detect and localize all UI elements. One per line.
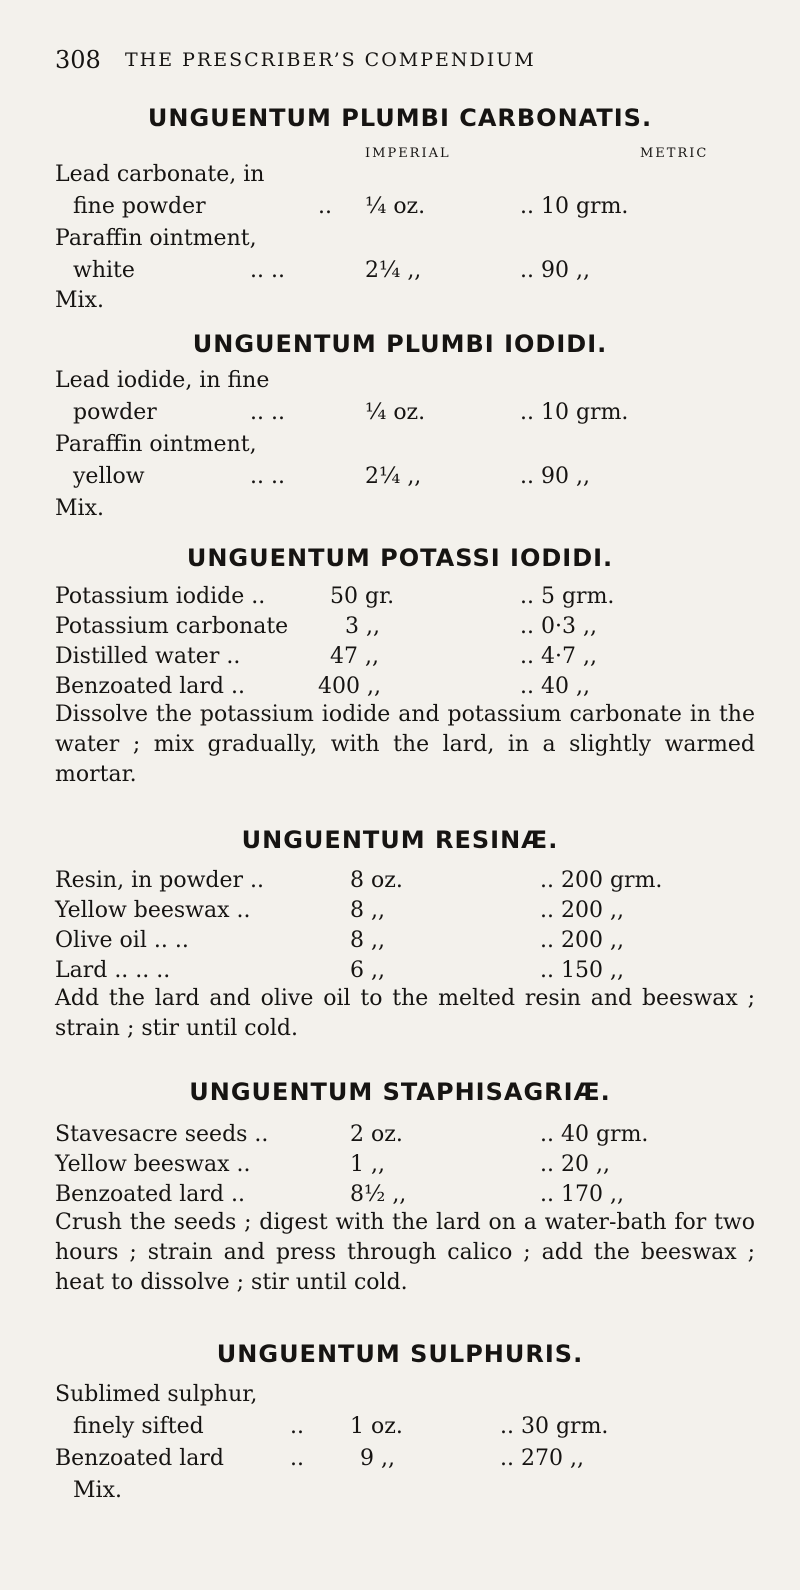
leader-dots: .. bbox=[290, 1414, 304, 1439]
section-title: UNGUENTUM STAPHISAGRIÆ. bbox=[189, 1078, 611, 1106]
metric-amount: .. 10 grm. bbox=[520, 400, 629, 425]
metric-amount: .. 20 ,, bbox=[540, 1152, 610, 1177]
imperial-amount: 2 oz. bbox=[350, 1122, 403, 1147]
leader-dots: .. .. bbox=[250, 464, 285, 489]
ingredient-name: Paraffin ointment, bbox=[55, 226, 257, 251]
leader-dots: .. bbox=[290, 1446, 304, 1471]
imperial-amount: ¼ oz. bbox=[365, 400, 426, 425]
metric-amount: .. 90 ,, bbox=[520, 464, 590, 489]
metric-amount: .. 4·7 ,, bbox=[520, 644, 597, 669]
ingredient-name: Benzoated lard bbox=[55, 1446, 224, 1471]
column-header-metric: METRIC bbox=[640, 146, 709, 161]
mix-instruction: Mix. bbox=[73, 1478, 122, 1503]
ingredient-name: Distilled water .. bbox=[55, 644, 241, 669]
metric-amount: .. 90 ,, bbox=[520, 258, 590, 283]
ingredient-name: powder bbox=[73, 400, 157, 425]
imperial-amount: 1 oz. bbox=[350, 1414, 403, 1439]
ingredient-name: Potassium carbonate bbox=[55, 614, 289, 639]
imperial-amount: 50 gr. bbox=[330, 584, 395, 609]
ingredient-name: Yellow beeswax .. bbox=[55, 898, 251, 923]
metric-amount: .. 40 ,, bbox=[520, 674, 590, 699]
metric-amount: .. 170 ,, bbox=[540, 1182, 624, 1207]
leader-dots: .. .. bbox=[250, 258, 285, 283]
metric-amount: .. 200 grm. bbox=[540, 868, 663, 893]
ingredient-name: Sublimed sulphur, bbox=[55, 1382, 258, 1407]
imperial-amount: 2¼ ,, bbox=[365, 258, 422, 283]
ingredient-name: Lead iodide, in fine bbox=[55, 368, 270, 393]
imperial-amount: 47 ,, bbox=[330, 644, 379, 669]
metric-amount: .. 0·3 ,, bbox=[520, 614, 597, 639]
section-title: UNGUENTUM SULPHURIS. bbox=[216, 1340, 584, 1368]
metric-amount: .. 40 grm. bbox=[540, 1122, 649, 1147]
ingredient-name: Benzoated lard .. bbox=[55, 674, 245, 699]
ingredient-name: Lead carbonate, in bbox=[55, 162, 265, 187]
ingredient-name: finely sifted bbox=[73, 1414, 204, 1439]
metric-amount: .. 200 ,, bbox=[540, 928, 624, 953]
ingredient-name: Benzoated lard .. bbox=[55, 1182, 245, 1207]
imperial-amount: 3 ,, bbox=[345, 614, 380, 639]
mix-instruction: Mix. bbox=[55, 496, 104, 521]
imperial-amount: 400 ,, bbox=[318, 674, 381, 699]
imperial-amount: 1 ,, bbox=[350, 1152, 385, 1177]
ingredient-name: Resin, in powder .. bbox=[55, 868, 265, 893]
running-head bbox=[55, 46, 755, 80]
imperial-amount: 8 ,, bbox=[350, 928, 385, 953]
imperial-amount: 8 oz. bbox=[350, 868, 403, 893]
metric-amount: .. 10 grm. bbox=[520, 194, 629, 219]
imperial-amount: 8 ,, bbox=[350, 898, 385, 923]
mix-instruction: Mix. bbox=[55, 288, 104, 313]
metric-amount: .. 150 ,, bbox=[540, 958, 624, 983]
metric-amount: .. 270 ,, bbox=[500, 1446, 584, 1471]
ingredient-name: fine powder bbox=[73, 194, 206, 219]
section-title: UNGUENTUM RESINÆ. bbox=[241, 826, 559, 854]
ingredient-name: Stavesacre seeds .. bbox=[55, 1122, 269, 1147]
ingredient-name: Paraffin ointment, bbox=[55, 432, 257, 457]
imperial-amount: 2¼ ,, bbox=[365, 464, 422, 489]
ingredient-name: yellow bbox=[73, 464, 145, 489]
section-title: UNGUENTUM PLUMBI CARBONATIS. bbox=[147, 104, 653, 132]
preparation-note: Crush the seeds ; digest with the lard on a water-bath for two hours ; strain and press through calico ; add the beeswax ; heat to dissolve ; stir until cold. bbox=[55, 1210, 755, 1295]
imperial-amount: 9 ,, bbox=[360, 1446, 395, 1471]
leader-dots: .. .. bbox=[250, 400, 285, 425]
section-title: UNGUENTUM POTASSI IODIDI. bbox=[186, 544, 614, 572]
imperial-amount: 8½ ,, bbox=[350, 1182, 407, 1207]
leader-dots: .. bbox=[318, 194, 332, 219]
metric-amount: .. 30 grm. bbox=[500, 1414, 609, 1439]
section-title: UNGUENTUM PLUMBI IODIDI. bbox=[192, 330, 608, 358]
column-header-imperial: IMPERIAL bbox=[365, 146, 451, 161]
ingredient-name: Potassium iodide .. bbox=[55, 584, 266, 609]
imperial-amount: 6 ,, bbox=[350, 958, 385, 983]
ingredient-name: Yellow beeswax .. bbox=[55, 1152, 251, 1177]
imperial-amount: ¼ oz. bbox=[365, 194, 426, 219]
metric-amount: .. 5 grm. bbox=[520, 584, 615, 609]
ingredient-name: Olive oil .. .. bbox=[55, 928, 189, 953]
page-number: 308 bbox=[55, 46, 101, 74]
running-title: THE PRESCRIBER’S COMPENDIUM bbox=[125, 49, 536, 71]
preparation-note: Dissolve the potassium iodide and potassium carbonate in the water ; mix gradually, with the lard, in a slightly warmed mortar. bbox=[55, 702, 755, 787]
preparation-note: Add the lard and olive oil to the melted resin and beeswax ; strain ; stir until cold. bbox=[55, 986, 755, 1041]
ingredient-name: white bbox=[73, 258, 135, 283]
ingredient-name: Lard .. .. .. bbox=[55, 958, 171, 983]
metric-amount: .. 200 ,, bbox=[540, 898, 624, 923]
